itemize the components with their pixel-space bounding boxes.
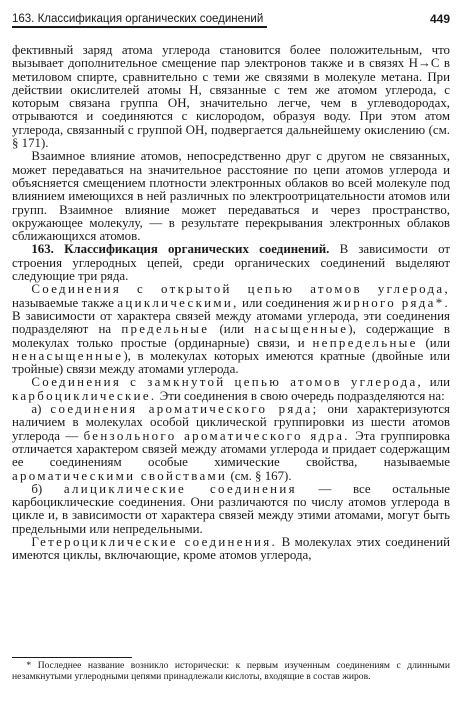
section-heading: 163. Классификация органических соединений. [31, 242, 330, 257]
paragraph-text: называемые также [12, 295, 118, 310]
term: ациклическими, [117, 295, 239, 310]
paragraph-text: В зависимости от строения углеродных цепей, среди органических соединений выделяют следующие три ряда. [12, 242, 450, 284]
body-text [12, 44, 450, 563]
term: Гетероциклические соединения. [31, 534, 278, 549]
term: насыщенные [254, 322, 349, 337]
list-marker: а) [31, 402, 51, 417]
term: соединения ароматического ряда; [50, 402, 319, 417]
paragraph-text: или [423, 375, 450, 390]
footnote [12, 660, 450, 683]
term: непредельные [312, 335, 418, 350]
paragraph-text: Эта группировка отличается характером связей между атомами углерода и придает содержащим ее соединениям особые химические свойства, называемые [12, 428, 451, 470]
paragraph-text: или соединения [238, 295, 333, 310]
paragraph-text: В зависимости от характера связей между атомами углерода, эти соединения подразделяют на [12, 308, 450, 337]
paragraph-text: (или [417, 335, 450, 350]
list-item-aromatic [12, 403, 450, 483]
list-item-alicyclic [12, 483, 450, 536]
term: ароматическими свойствами [12, 468, 228, 483]
term: ненасыщенные [12, 348, 124, 363]
term: жирного ряда*. [332, 295, 451, 310]
paragraph-text: они характеризуются наличием в молекулах особой циклической группировки из шести атомов углерода — [12, 402, 450, 443]
page-number: 449 [429, 12, 450, 26]
footnote-text: * Последнее название возникло исторически: к первым изученным соединениям с длинными незамкнутыми углеродными цепями принадлежали кислоты, входящие в состав жиров. [12, 660, 450, 683]
header-title: 163. Классификация органических соединений [12, 13, 267, 28]
paragraph-text: В молекулах этих соединений имеются циклы, включающие, кроме атомов углерода, [12, 534, 451, 563]
paragraph-text: — все остальные карбоциклические соединения. Они различаются по числу атомов углерода в цикле и, в зависимости от характера связей между этими атомами, могут быть предельными или непредельными. [12, 481, 450, 536]
section-163 [12, 243, 450, 283]
paragraph-heterocyclic [12, 536, 450, 563]
paragraph-acyclic [12, 283, 450, 376]
term: бензольного ароматического ядра. [83, 428, 350, 443]
term: Соединения с замкнутой цепью атомов углерода, [31, 375, 424, 390]
paragraph-mutual-influence [12, 150, 450, 243]
paragraph-carbocyclic [12, 376, 450, 403]
paragraph-oxidation [12, 44, 450, 150]
paragraph-text: Взаимное влияние атомов, непосредственно друг с другом не связанных, может передаваться на значительное расстояние по цепи атомов углерода и объясняется смещением плотности электронных облаков во всей молекуле под влиянием имеющихся в ней различных по электроотрицательности атомов или групп. Взаимное влияние может передаваться и через пространство, окружающее молекулу, — в результате перекрывания электронных облаков сближающихся атомов. [12, 149, 450, 244]
term: предельные [121, 322, 210, 337]
paragraph-text: фективный заряд атома углерода становится более положительным, что вызывает дополнительное смещение пар электронов также и в связях H→C в метиловом спирте, сравнительно с теми же связями в молекуле метана. При действии окислителей атомы H, связанные с тем же атомом углерода, с которым связана группа OH, значительно легче, чем в углеводородах, отрываются и соединяются с кислородом, образуя воду. При этом атом углерода, связанный с группой OH, подвергается дальнейшему окислению (см. § 171). [12, 43, 450, 151]
term: карбоциклические. [12, 388, 157, 403]
paragraph-text: Эти соединения в свою очередь подразделяются на: [156, 388, 445, 403]
footnote-divider [12, 657, 132, 658]
term: алициклические соединения [63, 481, 297, 496]
paragraph-text: (см. § 167). [227, 468, 292, 483]
list-marker: б) [31, 481, 64, 496]
paragraph-text: ), содержащие в молекулах только простые (ординарные) связи, и [12, 322, 450, 350]
running-header [12, 6, 450, 28]
term: Соединения с открытой цепью атомов углерода, [31, 282, 450, 297]
paragraph-text: (или [209, 322, 255, 337]
paragraph-text: ), в молекулах которых имеются кратные (двойные или тройные) связи между атомами углерода. [12, 348, 450, 377]
